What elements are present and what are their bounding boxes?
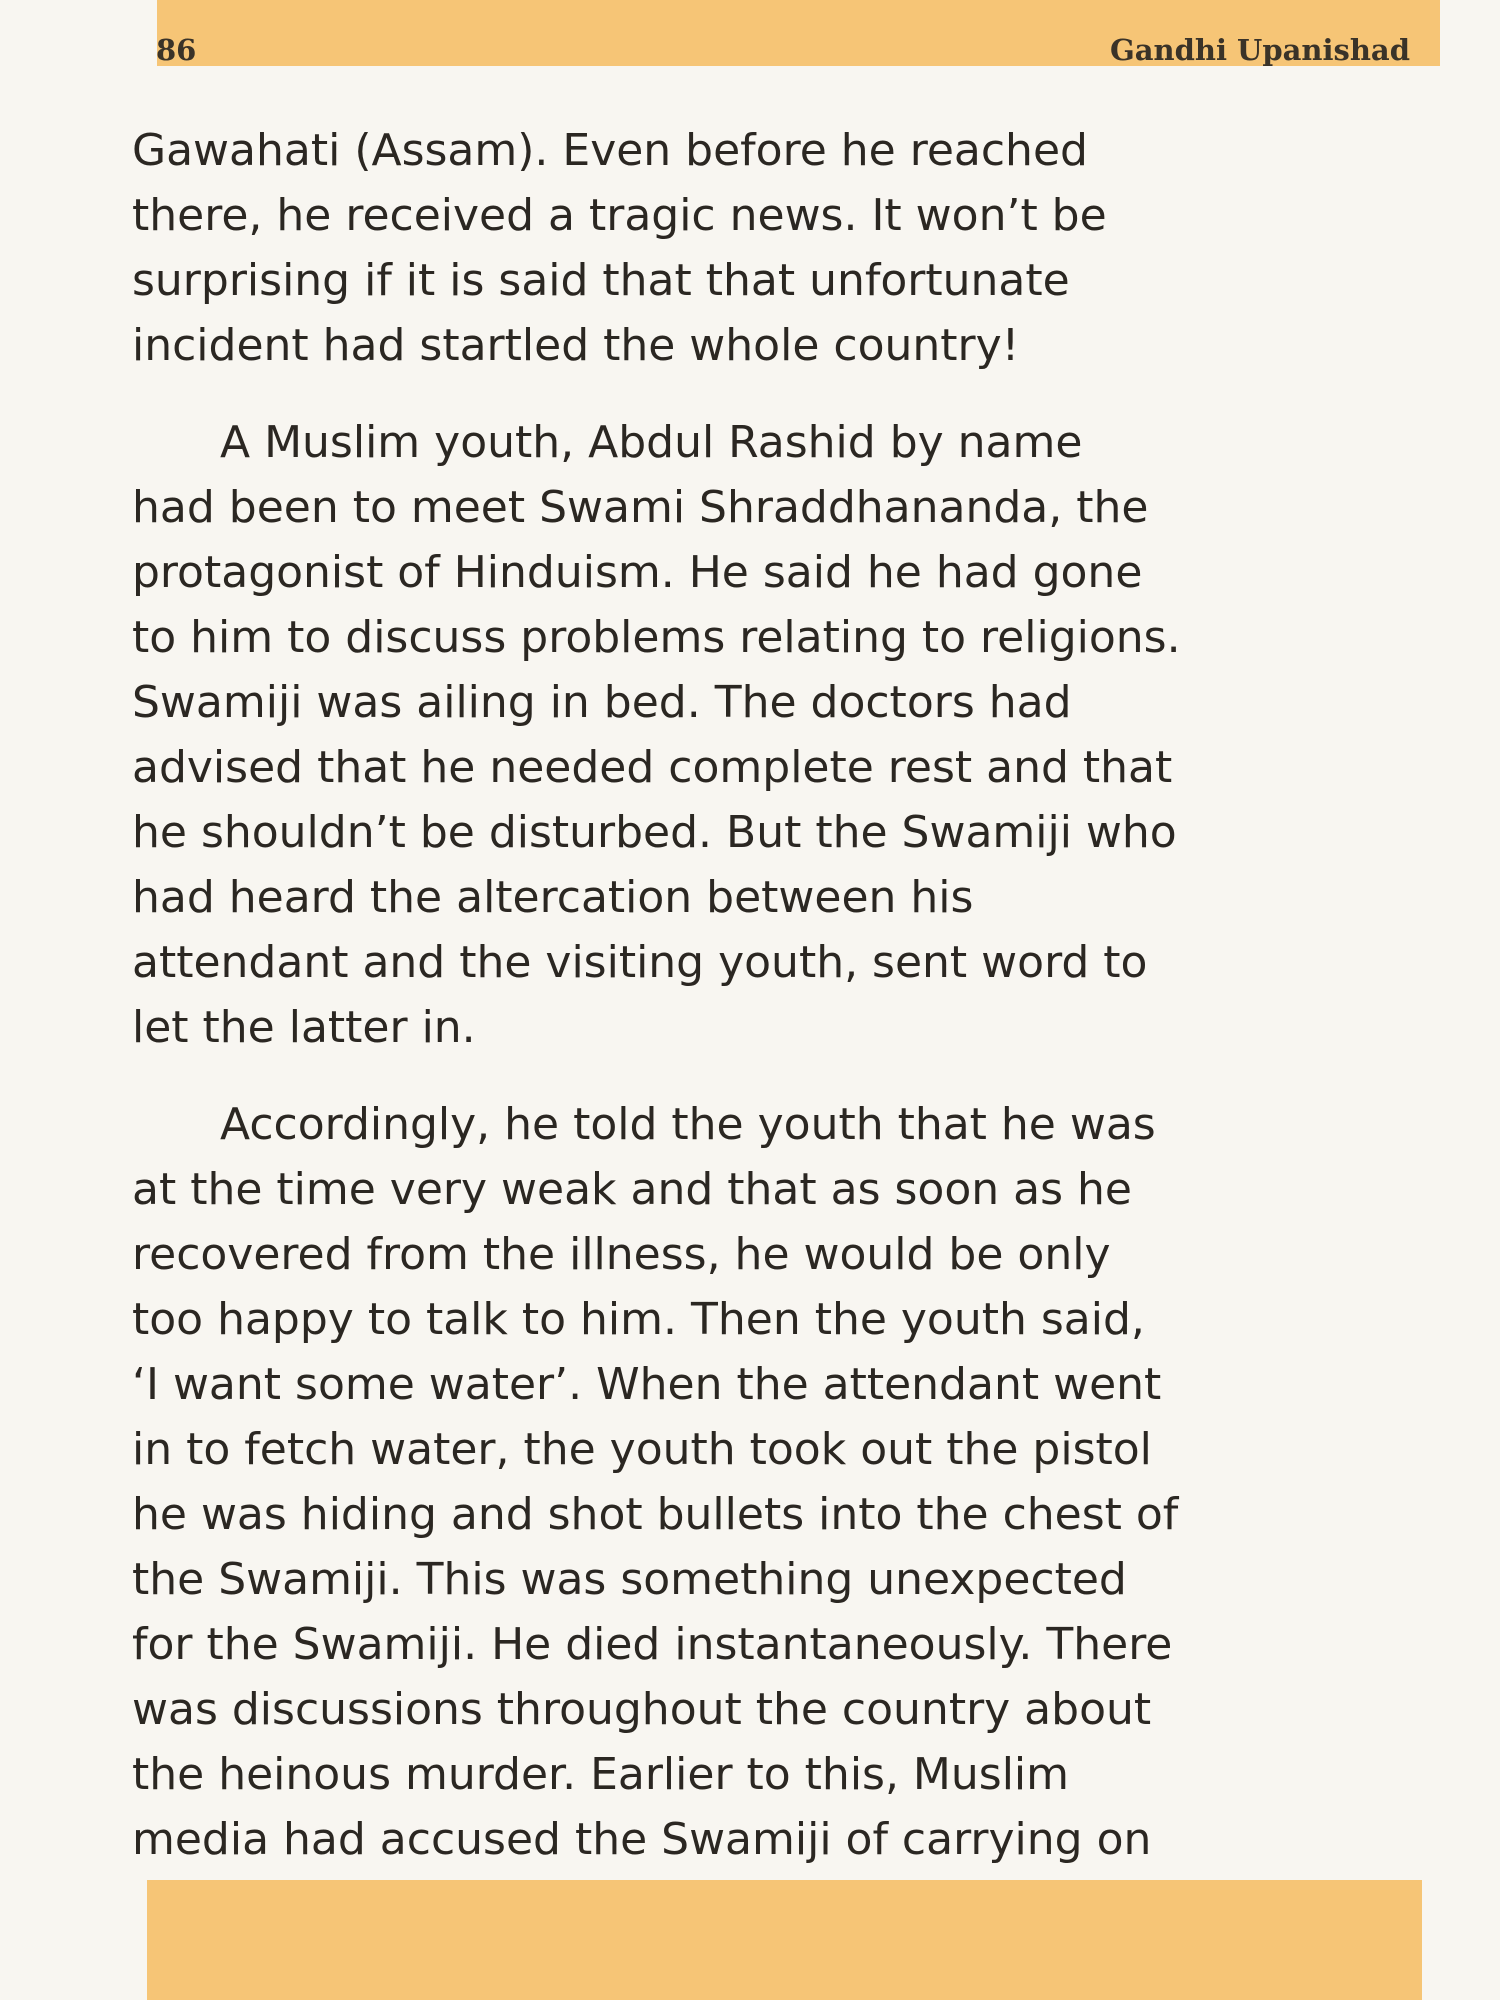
- text-line: the heinous murder. Earlier to this, Muslim: [132, 1749, 1070, 1800]
- text-line: at the time very weak and that as soon as he: [132, 1164, 1132, 1215]
- text-line: was discussions throughout the country about: [132, 1684, 1152, 1735]
- text-line: had heard the altercation between his: [132, 872, 974, 923]
- text-line: there, he received a tragic news. It won’t be: [132, 190, 1107, 241]
- text-line: incident had startled the whole country!: [132, 320, 1020, 371]
- text-line: Accordingly, he told the youth that he was: [220, 1099, 1156, 1150]
- text-line: the Swamiji. This was something unexpected: [132, 1554, 1127, 1605]
- text-line: surprising if it is said that that unfortunate: [132, 255, 1070, 306]
- text-line: advised that he needed complete rest and that: [132, 742, 1173, 793]
- text-line: had been to meet Swami Shraddhananda, the: [132, 482, 1149, 533]
- text-line: recovered from the illness, he would be only: [132, 1229, 1111, 1280]
- text-line: A Muslim youth, Abdul Rashid by name: [220, 417, 1083, 468]
- text-line: too happy to talk to him. Then the youth said,: [132, 1294, 1145, 1345]
- paragraph-2: [132, 410, 1422, 1060]
- running-title: Gandhi Upanishad: [1109, 33, 1410, 67]
- footer-band: [147, 1880, 1422, 2000]
- text-line: he was hiding and shot bullets into the chest of: [132, 1489, 1179, 1540]
- text-line: for the Swamiji. He died instantaneously. There: [132, 1619, 1173, 1670]
- text-line: in to fetch water, the youth took out the pistol: [132, 1424, 1152, 1475]
- text-line: attendant and the visiting youth, sent word to: [132, 937, 1148, 988]
- text-line: media had accused the Swamiji of carrying on: [132, 1814, 1152, 1865]
- text-line: let the latter in.: [132, 1002, 476, 1053]
- text-line: Swamiji was ailing in bed. The doctors had: [132, 677, 1072, 728]
- text-line: protagonist of Hinduism. He said he had gone: [132, 547, 1143, 598]
- paragraph-3: [132, 1092, 1422, 1872]
- text-line: to him to discuss problems relating to religions.: [132, 612, 1181, 663]
- text-line: ‘I want some water’. When the attendant went: [132, 1359, 1162, 1410]
- text-line: he shouldn’t be disturbed. But the Swamiji who: [132, 807, 1177, 858]
- body-text: [132, 118, 1422, 1904]
- text-line: Gawahati (Assam). Even before he reached: [132, 125, 1088, 176]
- page-number: 86: [156, 33, 197, 67]
- paragraph-1: [132, 118, 1422, 378]
